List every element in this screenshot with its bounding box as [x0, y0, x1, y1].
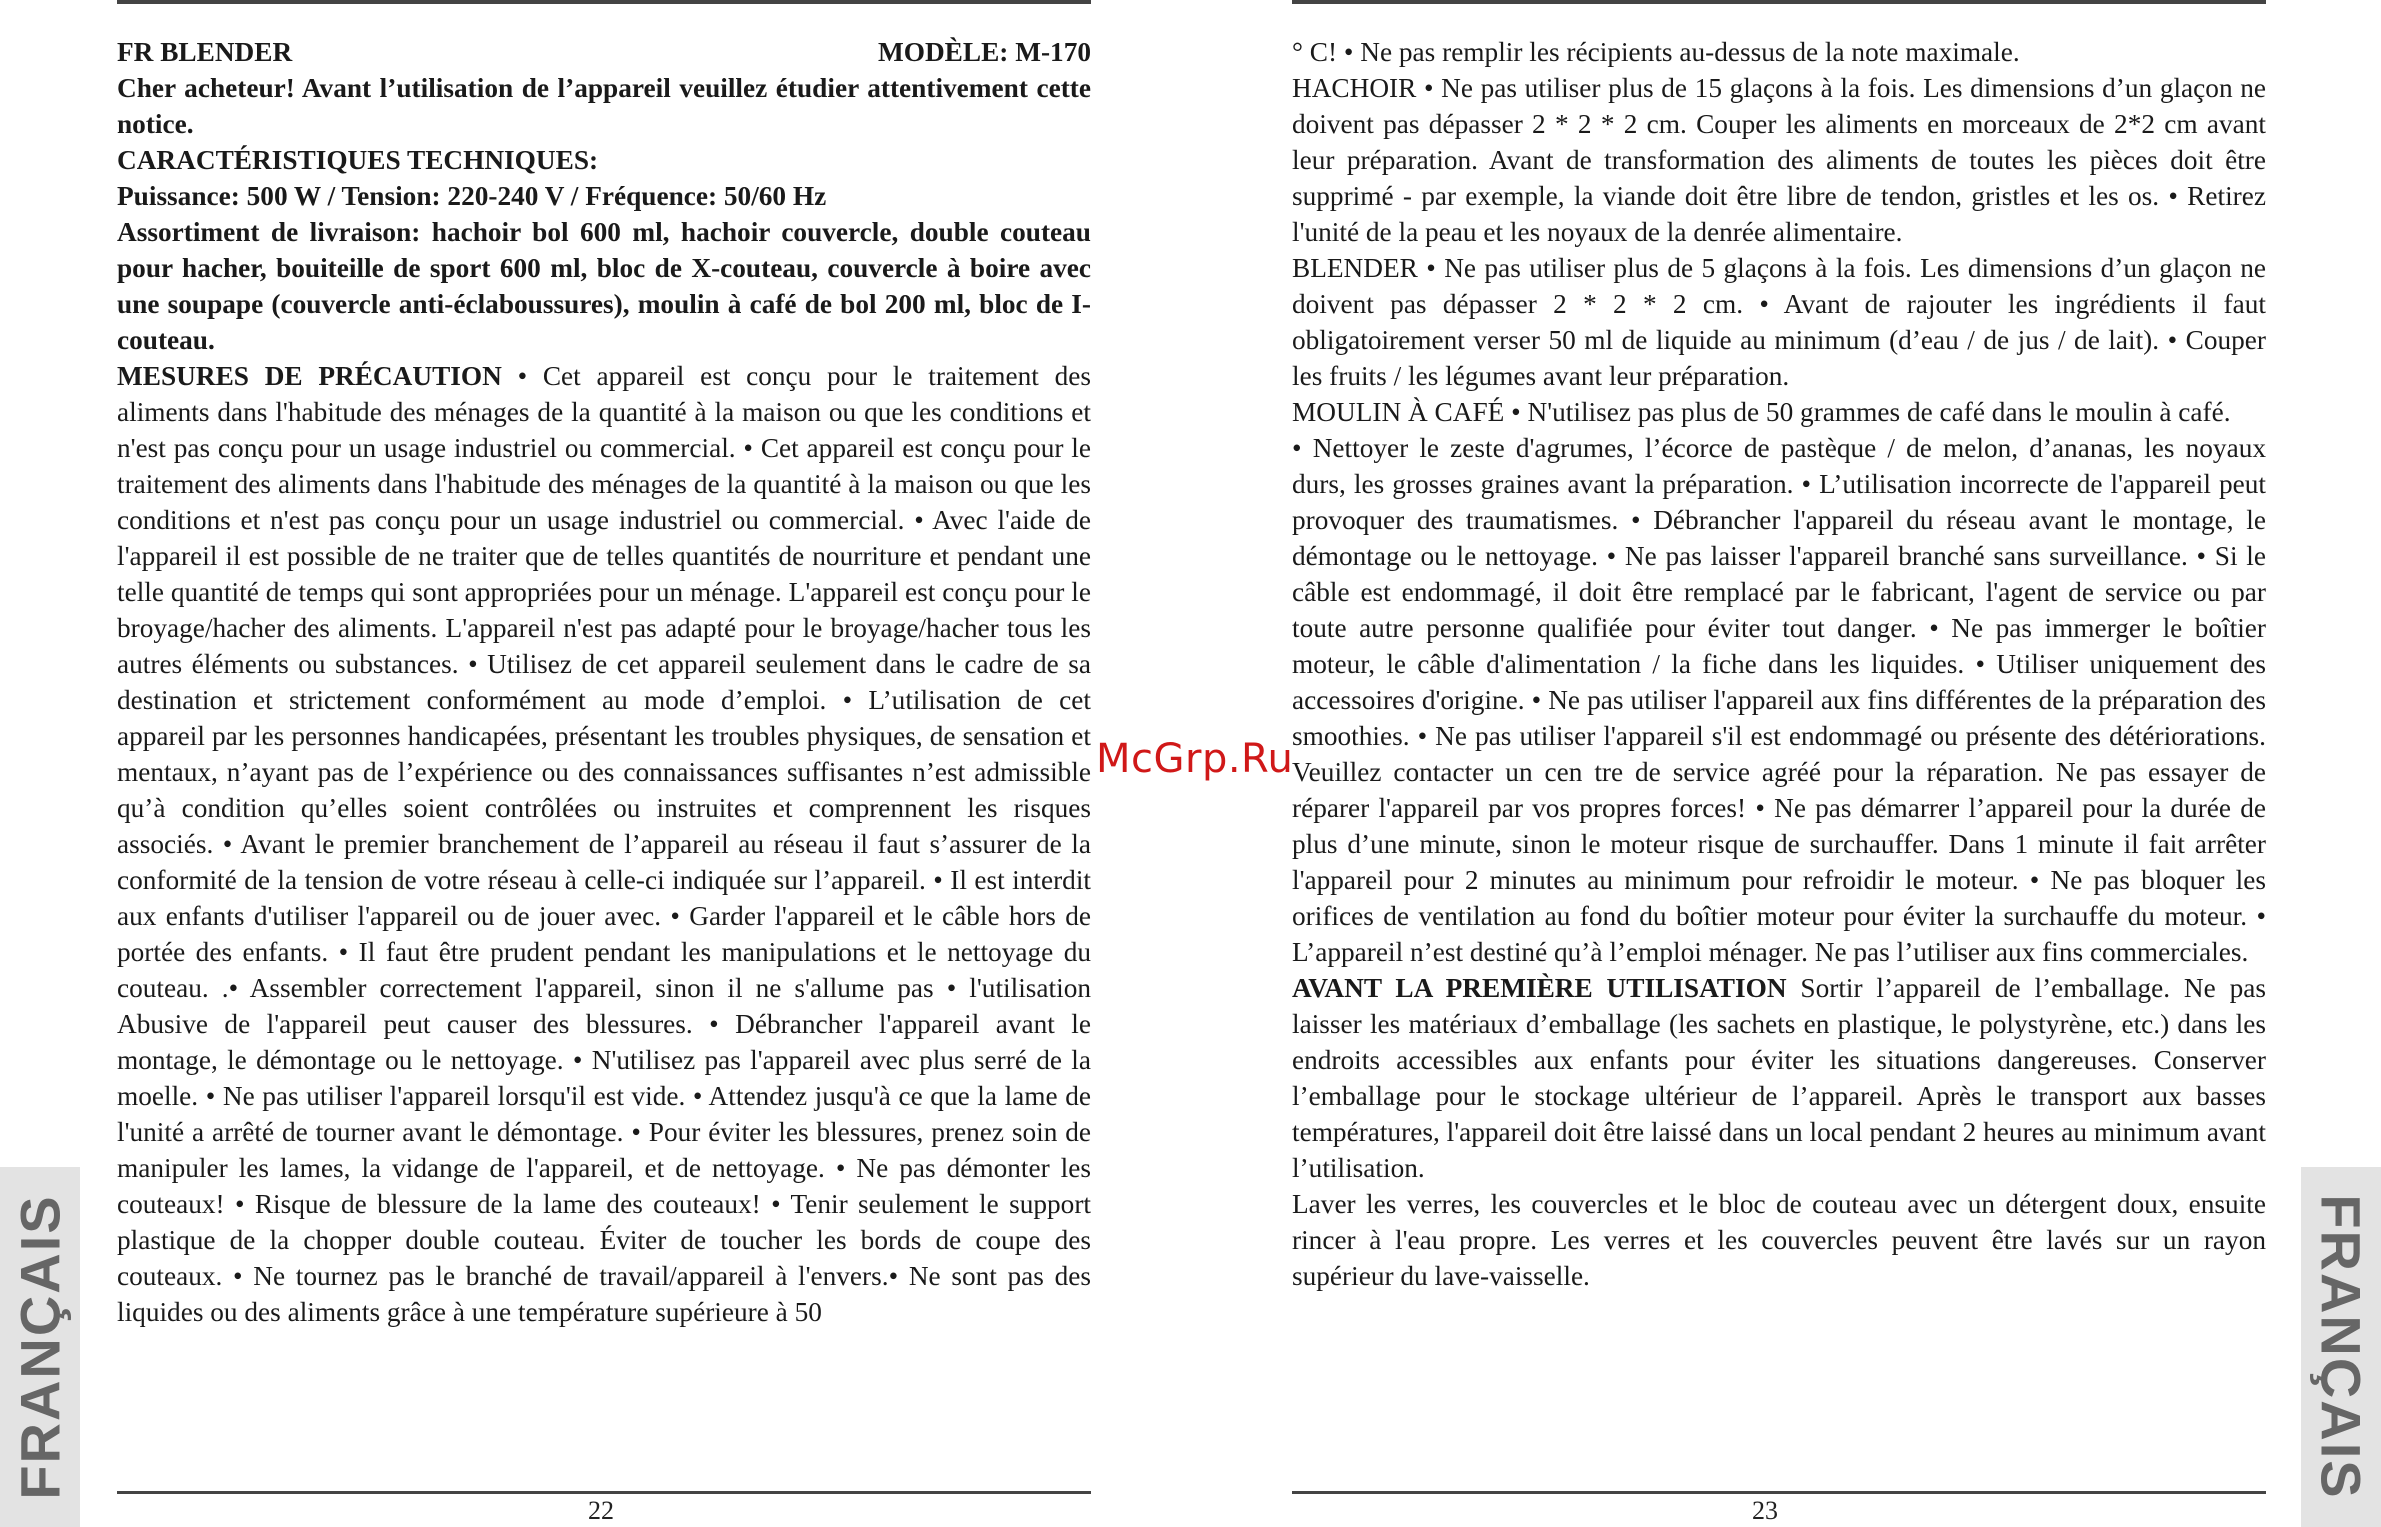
left-page-column	[117, 34, 1091, 1330]
side-tab-right-label: FRANÇAIS	[2309, 1194, 2373, 1500]
side-tab-right	[2301, 1167, 2381, 1527]
bottom-rule-left	[117, 1491, 1091, 1494]
first-use-title: AVANT LA PREMIÈRE UTILISATION	[1292, 973, 1787, 1003]
model-number: MODÈLE: M-170	[877, 37, 1091, 67]
first-use-paragraph	[1292, 970, 2266, 1186]
power-specs: Puissance: 500 W / Tension: 220-240 V / Fréquence: 50/60 Hz	[117, 181, 827, 211]
precautions-paragraph	[117, 358, 1091, 1330]
blender-section: BLENDER • Ne pas utiliser plus de 5 glaçons à la fois. Les dimensions d’un glaçon ne doivent pas dépasser 2 * 2 * 2 cm. • Avant de rajouter les ingrédients il faut obligatoirement verser 50 ml de liquide au minimum (d’eau / de jus / de lait). • Couper les fruits / les légumes avant leur préparation.	[1292, 253, 2266, 391]
side-tab-left	[0, 1167, 80, 1527]
product-title: FR BLENDER	[117, 37, 293, 67]
first-use-text: Sortir l’appareil de l’emballage. Ne pas laisser les matériaux d’emballage (les sachets en plastique, le polystyrène, etc.) dans les endroits accessibles aux enfants pour éviter les situations dangereuses. Conserver l’emballage pour le stockage ultérieur de l’appareil. Après le transport aux basses températures, l'appareil doit être laissé dans un local pendant 2 heures au minimum avant l’utilisation.	[1292, 973, 2266, 1183]
right-page-column	[1292, 34, 2266, 1294]
top-rule-left	[117, 0, 1091, 4]
intro-text: Cher acheteur! Avant l’utilisation de l’appareil veuillez étudier attentivement cette notice.	[117, 73, 1091, 139]
page-number-right: 23	[1752, 1496, 1778, 1525]
tech-specs-title: CARACTÉRISTIQUES TECHNIQUES:	[117, 145, 599, 175]
precautions-text: • Cet appareil est conçu pour le traitement des aliments dans l'habitude des ménages de la quantité à la maison ou que les conditions et n'est pas conçu pour un usage industriel ou commercial. • Cet appareil est conçu pour le traitement des aliments dans l'habitude des ménages de la quantité à la maison ou que les conditions et n'est pas conçu pour un usage industriel ou commercial. • Avec l'aide de l'appareil il est possible de ne traiter que de telles quantités de nourriture et pendant une telle quantité de temps qui sont appropriées pour un ménage. L'appareil est conçu pour le broyage/hacher des aliments. L'appareil n'est pas adapté pour le broyage/hacher tous les autres éléments ou substances. • Utilisez de cet appareil seulement dans le cadre de sa destination et strictement conformément au mode d’emploi. • L’utilisation de cet appareil par les personnes handicapées, présentant les troubles physiques, de sensation et mentaux, n’ayant pas de l’expérience ou des connaissances suffisantes n’est admissible qu’à condition qu’elles soient contrôlées ou instruites et comprennent les risques associés. • Avant le premier branchement de l’appareil au réseau il faut s’assurer de la conformité de la tension de votre réseau à celle-ci indiquée sur l’appareil. • Il est interdit aux enfants d'utiliser l'appareil ou de jouer avec. • Garder l'appareil et le câble hors de portée des enfants. • Il faut être prudent pendant les manipulations et le nettoyage du couteau. .• Assembler correctement l'appareil, sinon il ne s'allume pas • l'utilisation Abusive de l'appareil peut causer des blessures. • Débrancher l'appareil avant le montage, le démontage ou le nettoyage. • N'utilisez pas l'appareil avec plus serré de la moelle. • Ne pas utiliser l'appareil lorsqu'il est vide. • Attendez jusqu'à ce que la lame de l'unité a arrêté de tourner avant le démontage. • Pour éviter les blessures, prenez soin de manipuler les lames, la vidange de l'appareil, et de nettoyage. • Ne pas démonter les couteaux! • Risque de blessure de la lame des couteaux! • Tenir seulement le support plastique de la chopper double couteau. Éviter de toucher les bords de coupe des couteaux. • Ne tournez pas le branché de travail/appareil à l'envers.• Ne sont pas des liquides ou des aliments grâce à une température supérieure à 50	[117, 361, 1091, 1327]
bottom-rule-right	[1292, 1491, 2266, 1494]
watermark-text: McGrp.Ru	[1096, 736, 1294, 782]
precautions-title: MESURES DE PRÉCAUTION	[117, 361, 502, 391]
top-rule-right	[1292, 0, 2266, 4]
safety-instructions: • Nettoyer le zeste d'agrumes, l’écorce de pastèque / de melon, d’ananas, les noyaux durs, les grosses graines avant la préparation. • L’utilisation incorrecte de l'appareil peut provoquer des traumatismes. • Débrancher l'appareil du réseau avant le montage, le démontage ou le nettoyage. • Ne pas laisser l'appareil branché sans surveillance. • Si le câble est endommagé, il doit être remplacé par le fabricant, l'agent de service ou par toute autre personne qualifiée pour éviter tout danger. • Ne pas immerger le boîtier moteur, le câble d'alimentation / la fiche dans les liquides. • Utiliser uniquement des accessoires d'origine. • Ne pas utiliser l'appareil aux fins différentes de la préparation des smoothies. • Ne pas utiliser l'appareil s'il est endommagé ou présente des détériorations. Veuillez contacter un cen tre de service agréé pour la réparation. Ne pas essayer de réparer l'appareil par vos propres forces! • Ne pas démarrer l’appareil pour la durée de plus d’une minute, sinon le moteur risque de surchauffer. Dans 1 minute il fait arrêter l'appareil pour 2 minutes au minimum pour refroidir le moteur. • Ne pas bloquer les orifices de ventilation au fond du boîtier moteur pour éviter la surchauffe du moteur. • L’appareil n’est destiné qu’à l’emploi ménager. Ne pas l’utiliser aux fins commerciales.	[1292, 433, 2266, 967]
chopper-section: HACHOIR • Ne pas utiliser plus de 15 glaçons à la fois. Les dimensions d’un glaçon ne doivent pas dépasser 2 * 2 * 2 cm. Couper les aliments en morceaux de 2*2 cm avant leur préparation. Avant de transformation des aliments de toutes les pièces doit être supprimé - par exemple, la viande doit être libre de tendon, gristles et les os. • Retirez l'unité de la peau et les noyaux de la denrée alimentaire.	[1292, 73, 2266, 247]
cleaning-instructions: Laver les verres, les couvercles et le bloc de couteau avec un détergent doux, ensuite rincer à l'eau propre. Les verres et les couvercles peuvent être lavés sur un rayon supérieur du lave-vaisselle.	[1292, 1189, 2266, 1291]
side-tab-left-label: FRANÇAIS	[8, 1194, 72, 1500]
temperature-note: ° C! • Ne pas remplir les récipients au-dessus de la note maximale.	[1292, 37, 2020, 67]
coffee-grinder-section: MOULIN À CAFÉ • N'utilisez pas plus de 50 grammes de café dans le moulin à café.	[1292, 397, 2231, 427]
delivery-contents: Assortiment de livraison: hachoir bol 600 ml, hachoir couvercle, double couteau pour hacher, bouiteille de sport 600 ml, bloc de X-couteau, couvercle à boire avec une soupape (couvercle anti-éclaboussures), moulin à café de bol 200 ml, bloc de I-couteau.	[117, 217, 1091, 355]
page-header	[117, 34, 1091, 70]
page-number-left: 22	[588, 1496, 614, 1525]
